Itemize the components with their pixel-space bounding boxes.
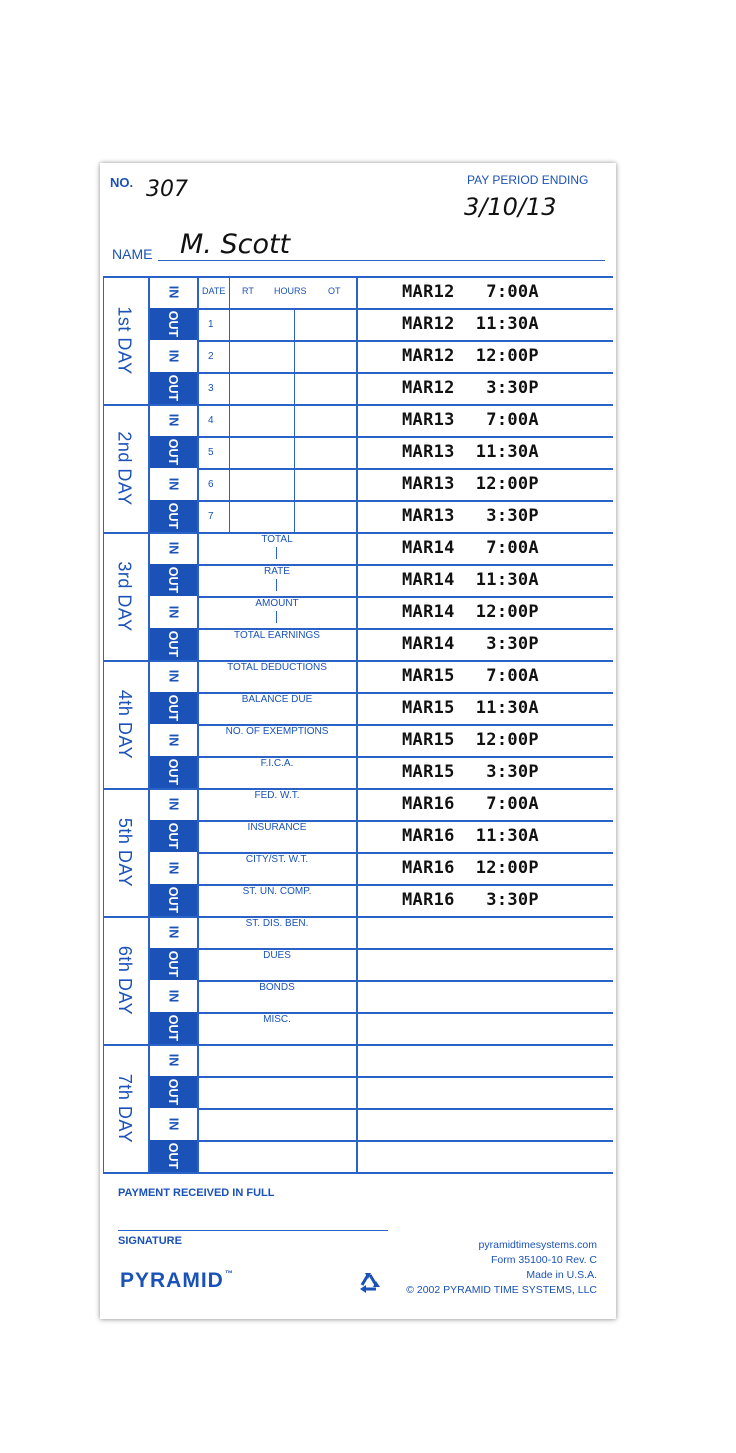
in-label: IN <box>166 989 180 1003</box>
day-label <box>100 660 149 788</box>
pay-period-label: PAY PERIOD ENDING <box>467 173 589 187</box>
punch-stamp: MAR12 12:00P <box>402 346 539 366</box>
in-cell <box>149 596 197 628</box>
out-label: OUT <box>165 374 180 402</box>
in-label: IN <box>166 541 180 555</box>
punch-stamp: MAR13 3:30P <box>402 506 539 526</box>
day-col-border <box>148 276 150 1172</box>
day-label <box>100 532 149 660</box>
date-number: 7 <box>208 511 214 522</box>
punch-stamp: MAR13 11:30A <box>402 442 539 462</box>
in-label: IN <box>166 413 180 427</box>
punch-stamp: MAR16 11:30A <box>402 826 539 846</box>
in-label: IN <box>166 797 180 811</box>
day-label-text: 7th DAY <box>115 1073 136 1143</box>
punch-stamp: MAR14 11:30A <box>402 570 539 590</box>
out-cell <box>149 948 197 980</box>
date-number: 5 <box>208 447 214 458</box>
summary-separator <box>276 547 277 559</box>
pay-period-value: 3/10/13 <box>464 193 557 221</box>
summary-label: DUES <box>263 950 291 961</box>
date-number: 3 <box>208 383 214 394</box>
summary-label: TOTAL <box>261 534 293 545</box>
row-divider <box>197 1076 613 1078</box>
in-cell <box>149 532 197 564</box>
out-cell <box>149 820 197 852</box>
day-divider <box>103 404 613 406</box>
day-label <box>100 276 149 404</box>
out-cell <box>149 692 197 724</box>
summary-label: FED. W.T. <box>254 790 300 801</box>
day-label <box>100 916 149 1044</box>
day-divider <box>103 1172 613 1174</box>
in-label: IN <box>166 605 180 619</box>
row-divider <box>197 372 613 374</box>
in-cell <box>149 1108 197 1140</box>
in-label: IN <box>166 477 180 491</box>
in-cell <box>149 468 197 500</box>
pyramid-logo-text: PYRAMID <box>120 1269 224 1292</box>
date-number: 6 <box>208 479 214 490</box>
out-label: OUT <box>165 438 180 466</box>
in-label: IN <box>166 861 180 875</box>
out-cell <box>149 1076 197 1108</box>
summary-separator <box>276 611 277 623</box>
summary-label: MISC. <box>263 1014 291 1025</box>
summary-label: BALANCE DUE <box>241 694 313 705</box>
punch-stamp: MAR12 7:00A <box>402 282 539 302</box>
out-label: OUT <box>165 502 180 530</box>
day-divider <box>103 276 613 278</box>
in-cell <box>149 276 197 308</box>
out-cell <box>149 372 197 404</box>
col-header-hours: HOURS <box>274 286 307 296</box>
col-header-date: DATE <box>202 286 226 296</box>
out-label: OUT <box>165 1142 180 1170</box>
form-number: Form 35100-10 Rev. C <box>490 1254 597 1266</box>
out-label: OUT <box>165 1014 180 1042</box>
punch-stamp: MAR12 3:30P <box>402 378 539 398</box>
summary-label: CITY/ST. W.T. <box>245 854 309 865</box>
summary-label: ST. DIS. BEN. <box>245 918 309 929</box>
in-cell <box>149 852 197 884</box>
summary-col-border <box>356 276 358 1172</box>
trademark-mark: ™ <box>224 1269 234 1278</box>
in-label: IN <box>166 1053 180 1067</box>
punch-stamp: MAR16 7:00A <box>402 794 539 814</box>
out-label: OUT <box>165 566 180 594</box>
website-text: pyramidtimesystems.com <box>478 1239 597 1251</box>
row-divider <box>197 436 613 438</box>
col-header-rt: RT <box>242 286 254 296</box>
day-label-text: 5th DAY <box>115 817 136 887</box>
recycle-icon <box>356 1271 384 1299</box>
out-cell <box>149 500 197 532</box>
day-label <box>100 404 149 532</box>
in-label: IN <box>166 349 180 363</box>
in-cell <box>149 980 197 1012</box>
col-header-ot: OT <box>328 286 341 296</box>
out-label: OUT <box>165 886 180 914</box>
day-divider <box>103 660 613 662</box>
punch-stamp: MAR13 7:00A <box>402 410 539 430</box>
made-in-text: Made in U.S.A. <box>526 1269 597 1281</box>
row-divider <box>197 340 613 342</box>
out-cell <box>149 884 197 916</box>
out-cell <box>149 308 197 340</box>
date-col-border <box>229 276 230 532</box>
card-number-label: NO. <box>110 175 134 190</box>
in-label: IN <box>166 669 180 683</box>
card-number-value: 307 <box>146 177 188 202</box>
day-label <box>100 788 149 916</box>
day-label <box>100 1044 149 1172</box>
punch-stamp: MAR16 12:00P <box>402 858 539 878</box>
punch-stamp: MAR15 11:30A <box>402 698 539 718</box>
day-divider <box>103 916 613 918</box>
in-cell <box>149 660 197 692</box>
signature-line <box>118 1230 388 1231</box>
row-divider <box>197 1108 613 1110</box>
punch-stamp: MAR14 3:30P <box>402 634 539 654</box>
row-divider <box>197 468 613 470</box>
day-label-text: 1st DAY <box>115 305 135 375</box>
in-label: IN <box>166 733 180 747</box>
punch-stamp: MAR12 11:30A <box>402 314 539 334</box>
time-card <box>100 163 616 1319</box>
out-label: OUT <box>165 630 180 658</box>
out-label: OUT <box>165 950 180 978</box>
date-number: 1 <box>208 319 214 330</box>
pyramid-logo <box>120 1269 234 1293</box>
summary-label: AMOUNT <box>255 598 299 609</box>
summary-label: BONDS <box>259 982 295 993</box>
signature-label: SIGNATURE <box>118 1235 182 1247</box>
summary-label: TOTAL EARNINGS <box>234 630 320 641</box>
in-cell <box>149 404 197 436</box>
row-divider <box>197 500 613 502</box>
punch-stamp: MAR16 3:30P <box>402 890 539 910</box>
punch-stamp: MAR14 7:00A <box>402 538 539 558</box>
summary-label: TOTAL DEDUCTIONS <box>227 662 327 673</box>
out-label: OUT <box>165 310 180 338</box>
day-label-text: 3rd DAY <box>115 560 136 632</box>
copyright-text: © 2002 PYRAMID TIME SYSTEMS, LLC <box>406 1284 597 1296</box>
out-cell <box>149 1012 197 1044</box>
out-label: OUT <box>165 822 180 850</box>
in-label: IN <box>166 285 180 299</box>
punch-stamp: MAR13 12:00P <box>402 474 539 494</box>
summary-label: F.I.C.A. <box>260 758 294 769</box>
name-underline <box>158 260 605 261</box>
punch-stamp: MAR14 12:00P <box>402 602 539 622</box>
date-number: 2 <box>208 351 214 362</box>
out-cell <box>149 628 197 660</box>
out-cell <box>149 756 197 788</box>
in-cell <box>149 916 197 948</box>
day-divider <box>103 788 613 790</box>
summary-label: ST. UN. COMP. <box>242 886 312 897</box>
hours-col-border <box>294 308 295 532</box>
name-value: M. Scott <box>180 229 291 260</box>
day-divider <box>103 1044 613 1046</box>
out-cell <box>149 1140 197 1172</box>
punch-stamp: MAR15 3:30P <box>402 762 539 782</box>
in-cell <box>149 340 197 372</box>
out-label: OUT <box>165 758 180 786</box>
out-label: OUT <box>165 694 180 722</box>
in-label: IN <box>166 1117 180 1131</box>
punch-stamp: MAR15 12:00P <box>402 730 539 750</box>
out-label: OUT <box>165 1078 180 1106</box>
in-cell <box>149 724 197 756</box>
in-label: IN <box>166 925 180 939</box>
summary-label: INSURANCE <box>247 822 307 833</box>
date-number: 4 <box>208 415 214 426</box>
day-label-text: 2nd DAY <box>115 430 135 506</box>
day-divider <box>103 532 613 534</box>
day-label-text: 4th DAY <box>115 689 136 759</box>
summary-label: RATE <box>264 566 290 577</box>
in-cell <box>149 1044 197 1076</box>
in-cell <box>149 788 197 820</box>
row-divider <box>197 308 613 310</box>
io-col-border <box>197 276 199 1172</box>
summary-separator <box>276 579 277 591</box>
payment-received-label: PAYMENT RECEIVED IN FULL <box>118 1187 275 1199</box>
row-divider <box>197 1140 613 1142</box>
punch-stamp: MAR15 7:00A <box>402 666 539 686</box>
summary-label: NO. OF EXEMPTIONS <box>225 726 329 737</box>
day-label-text: 6th DAY <box>115 945 136 1015</box>
name-label: NAME <box>112 246 153 262</box>
grid-left-border <box>103 276 104 1172</box>
out-cell <box>149 436 197 468</box>
out-cell <box>149 564 197 596</box>
